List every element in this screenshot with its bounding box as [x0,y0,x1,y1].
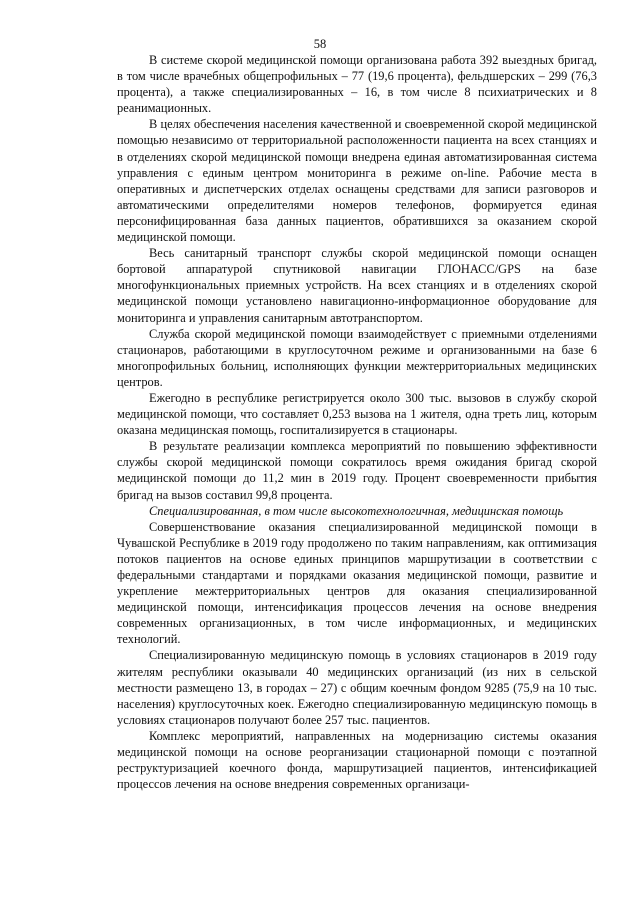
paragraph-waiting-time: В результате реализации комплекса мероприятий по повышению эффективности службы скорой медицинской помощи сократилось время ожидания бригад скорой медицинской помощи до 11,2 мин в 2019 году. Процент своевременности прибытия бригад на вызов составил 99,8 процента. [117,439,597,502]
section-heading: Специализированная, в том числе высокотехнологичная, медицинская помощь [149,503,564,518]
paragraph-hospital-beds: Специализированную медицинскую помощь в условиях стационаров в 2019 году жителям республики оказывали 40 медицинских организаций (из них в сельской местности размещено 13, в городах – 27) с общим коечным фондом 9285 (75,9 на 10 тыс. населения) круглосуточных коек. Ежегодно специализированную медицинскую помощь в условиях стационаров получают более 257 тыс. пациентов. [117,648,597,727]
paragraph-modernization: Комплекс мероприятий, направленных на модернизацию системы оказания медицинской помощи на основе реорганизации стационарной помощи с поэтапной реструктуризацией коечного фонда, маршрутизацией пациентов, интенсификацией процессов лечения на основе внедрения современных организаци- [117,728,597,792]
page-number: 58 [313,37,327,51]
paragraph-glonass-navigation: Весь санитарный транспорт службы скорой медицинской помощи оснащен бортовой аппаратурой спутниковой навигации ГЛОНАСС/GPS на базе многофункциональных приемных устройств. На всех станциях и в отделениях скорой медицинской помощи установлено навигационно-информационное оборудование для мониторинга и управления санитарным автотранспортом. [117,246,597,325]
paragraph-emergency-brigades: В системе скорой медицинской помощи организована работа 392 выездных бригад, в том числе врачебных общепрофильных – 77 (19,6 процента), фельдшерских – 299 (76,3 процента), а также специализированных – 16, в том числе 8 психиатрических и 8 реанимационных. [117,53,597,116]
paragraph-automated-system: В целях обеспечения населения качественной и своевременной скорой медицинской помощью независимо от территориальной расположенности пациента на всех станциях и в отделениях скорой медицинской помощи внедрена единая автоматизированная система управления с единым центром мониторинга в режиме on-line. Рабочие места в оперативных и диспетчерских отделах оснащены средствами для записи разговоров и автоматическими определителями номеров телефонов, формируется единая персонифицированная база данных пациентов, обратившихся за оказанием скорой медицинской помощи. [117,117,597,245]
paragraph-admission-departments: Служба скорой медицинской помощи взаимодействует с приемными отделениями стационаров, работающими в круглосуточном режиме и организованными на базе 6 многопрофильных больниц, исполняющих функции межтерриториальных медицинских центров. [117,326,597,389]
document-body [117,52,597,792]
paragraph-annual-calls: Ежегодно в республике регистрируется около 300 тыс. вызовов в службу скорой медицинской помощи, что составляет 0,253 вызова на 1 жителя, одна треть лиц, которым оказана медицинская помощь, госпитализируется в стационары. [117,390,597,438]
paragraph-specialized-care: Совершенствование оказания специализированной медицинской помощи в Чувашской Республике в 2019 году продолжено по таким направлениям, как оптимизация потоков пациентов на основе единых принципов маршрутизации в соответствии с федеральными стандартами и порядками оказания медицинской помощи, развитие и укрепление межтерриториальных центров для оказания специализированной медицинской помощи, интенсификация процессов лечения на основе внедрения современных организационных, в том числе информационных, и медицинских технологий. [117,519,597,647]
